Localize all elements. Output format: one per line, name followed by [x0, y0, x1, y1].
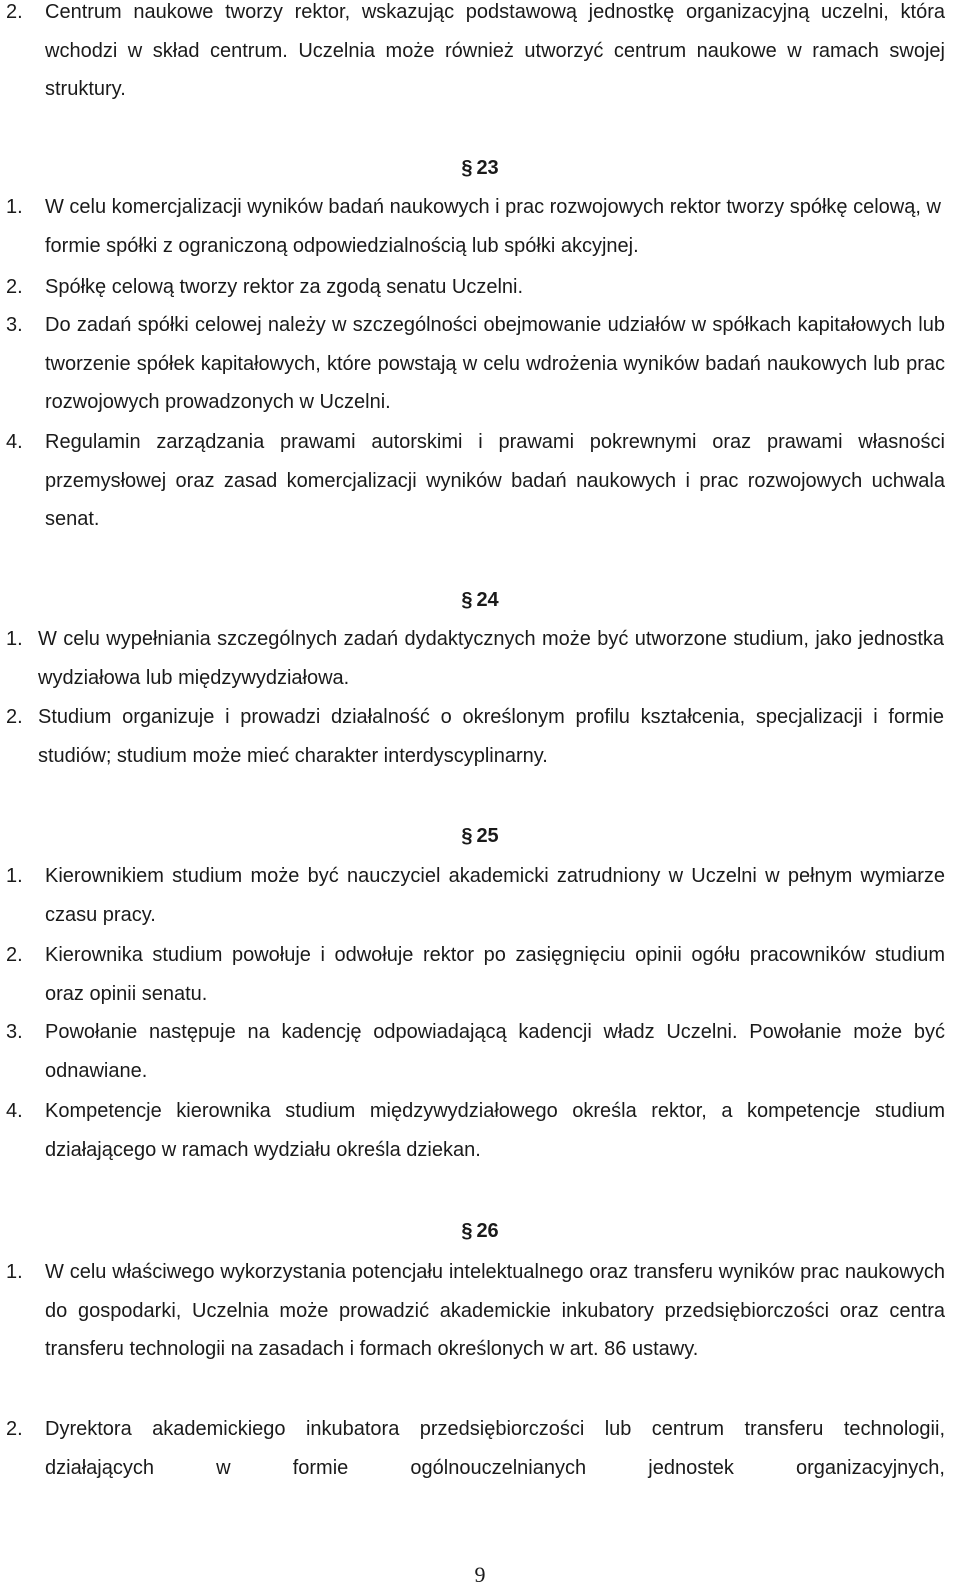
item-number: 2. [6, 944, 23, 966]
item-number: 1. [6, 1261, 23, 1283]
list-item [0, 306, 960, 422]
item-number: 3. [6, 1021, 23, 1043]
item-number: 2. [6, 706, 23, 728]
list-item [0, 268, 960, 307]
item-text: Spółkę celową tworzy rektor za zgodą senatu Uczelni. [45, 276, 524, 298]
item-text: Kierownikiem studium może być nauczyciel akademicki zatrudniony w Uczelni w pełnym wymiarze czasu pracy. [45, 865, 945, 926]
section-number: 24 [476, 589, 499, 611]
item-text: W celu wypełniania szczególnych zadań dydaktycznych może być utworzone studium, jako jednostka wydziałowa lub międzywydziałowa. [38, 628, 944, 689]
section-heading [0, 1216, 960, 1246]
item-text: Powołanie następuje na kadencję odpowiadającą kadencji władz Uczelni. Powołanie może być odnawiane. [45, 1021, 945, 1082]
list-item [0, 1410, 960, 1487]
page-number: 9 [474, 1562, 486, 1587]
item-text: Kompetencje kierownika studium międzywydziałowego określa rektor, a kompetencje studium działającego w ramach wydziału określa dziekan. [45, 1100, 945, 1161]
section-symbol: § [461, 1220, 473, 1242]
section-heading [0, 153, 960, 183]
item-number: 2. [6, 1, 23, 23]
section-heading [0, 585, 960, 615]
section-heading [0, 821, 960, 851]
list-item [0, 423, 960, 539]
list-item [0, 857, 960, 934]
item-number: 1. [6, 196, 23, 218]
list-item [0, 1092, 960, 1169]
section-number: 25 [476, 825, 499, 847]
list-item [0, 698, 960, 775]
item-text: Dyrektora akademickiego inkubatora przedsiębiorczości lub centrum transferu technologii, działających w formie ogólnouczelnianych jednostek organizacyjnych, [45, 1418, 945, 1479]
list-item [0, 936, 960, 1013]
item-number: 1. [6, 865, 23, 887]
section-number: 26 [476, 1220, 499, 1242]
section-symbol: § [461, 825, 473, 847]
item-number: 2. [6, 276, 23, 298]
item-text: W celu komercjalizacji wyników badań naukowych i prac rozwojowych rektor tworzy spółkę celową, w formie spółki z ograniczoną odpowiedzialnością lub spółki akcyjnej. [45, 196, 941, 257]
item-text: Do zadań spółki celowej należy w szczególności obejmowanie udziałów w spółkach kapitałowych lub tworzenie spółek kapitałowych, które powstają w celu wdrożenia wyników badań naukowych lub prac rozwojowych prowadzonych w Uczelni. [45, 314, 945, 414]
item-text: Kierownika studium powołuje i odwołuje rektor po zasięgnięciu opinii ogółu pracowników studium oraz opinii senatu. [45, 944, 945, 1005]
item-text: Centrum naukowe tworzy rektor, wskazując podstawową jednostkę organizacyjną uczelni, która wchodzi w skład centrum. Uczelnia może również utworzyć centrum naukowe w ramach swojej struktury. [45, 1, 945, 101]
item-number: 2. [6, 1418, 23, 1440]
paragraph-item [0, 0, 960, 109]
item-text: Studium organizuje i prowadzi działalność o określonym profilu kształcenia, specjalizacji i formie studiów; studium może mieć charakter interdyscyplinarny. [38, 706, 944, 767]
section-number: 23 [476, 157, 499, 179]
section-symbol: § [461, 589, 473, 611]
item-text: Regulamin zarządzania prawami autorskimi i prawami pokrewnymi oraz prawami własności przemysłowej oraz zasad komercjalizacji wyników badań naukowych i prac rozwojowych uchwala senat. [45, 431, 945, 531]
list-item [0, 1013, 960, 1090]
item-text: W celu właściwego wykorzystania potencjału intelektualnego oraz transferu wyników prac naukowych do gospodarki, Uczelnia może prowadzić akademickie inkubatory przedsiębiorczości oraz centra transferu technologii na zasadach i formach określonych w art. 86 ustawy. [45, 1261, 945, 1361]
list-item [0, 620, 960, 697]
list-item [0, 1253, 960, 1369]
item-number: 3. [6, 314, 23, 336]
item-number: 4. [6, 1100, 23, 1122]
item-number: 1. [6, 628, 23, 650]
section-symbol: § [461, 157, 473, 179]
item-number: 4. [6, 431, 23, 453]
list-item [0, 188, 960, 265]
